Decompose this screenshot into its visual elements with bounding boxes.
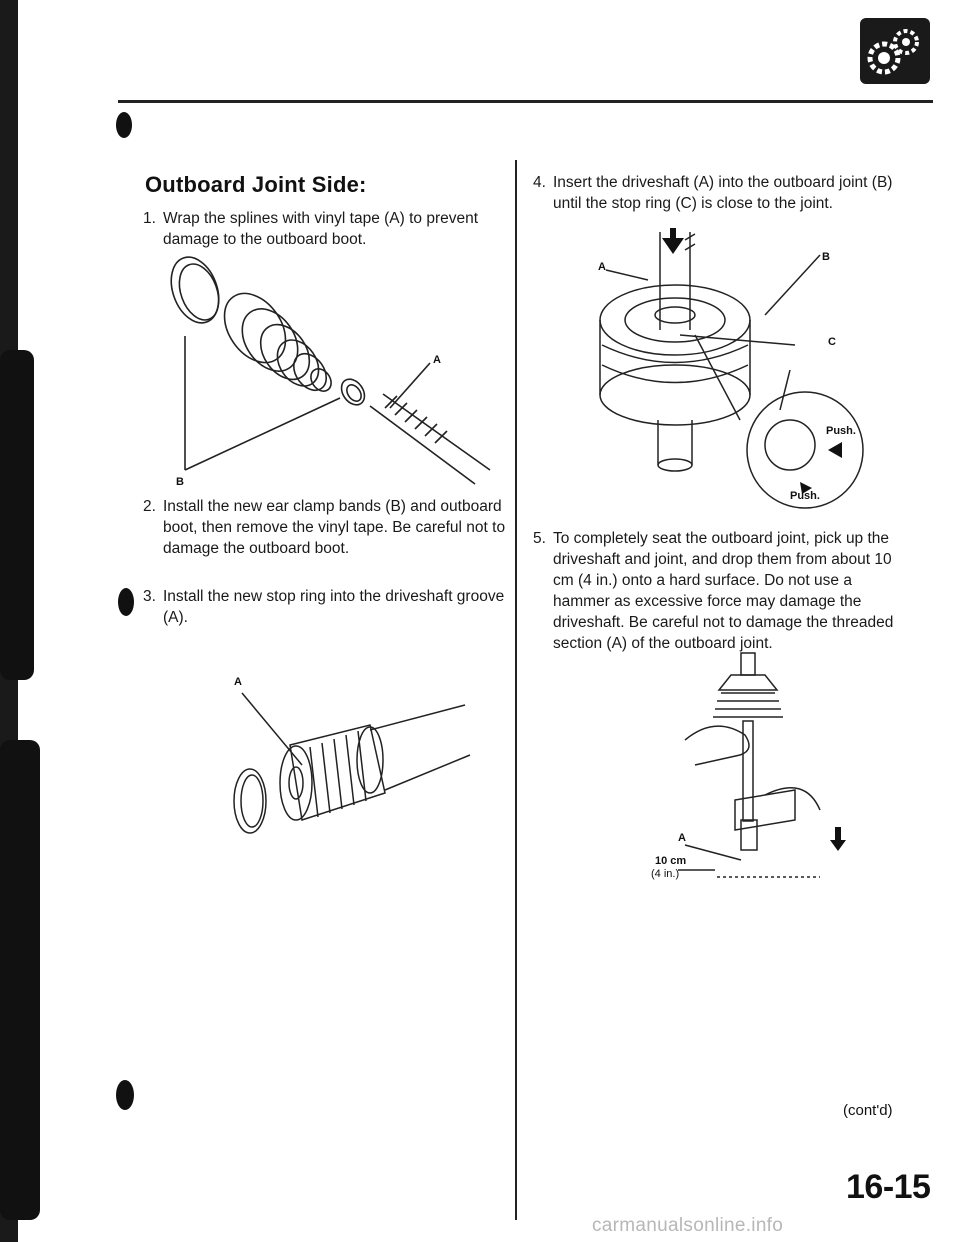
step-line: damage to the outboard boot.	[163, 231, 367, 248]
step-line: Install the new stop ring into the driveshaft groove	[163, 588, 505, 605]
column-divider	[515, 160, 517, 1220]
figure-shaft-insertion	[590, 220, 890, 510]
step-line: cm (4 in.) onto a hard surface. Do not use a	[553, 572, 852, 589]
step-number: 1.	[143, 210, 156, 227]
step-text	[163, 208, 478, 250]
punch-hole-top	[116, 112, 132, 138]
figure-boot-installation	[155, 258, 495, 488]
step-text	[163, 496, 505, 559]
step-line: driveshaft. Be careful not to damage the threaded	[553, 614, 894, 631]
step-line: (A).	[163, 609, 188, 626]
step-line: until the stop ring (C) is close to the joint.	[553, 195, 833, 212]
step-line: Install the new ear clamp bands (B) and outboard	[163, 498, 502, 515]
figure-label: A	[678, 832, 686, 844]
figure-label: C	[828, 336, 836, 348]
step-number: 4.	[533, 174, 546, 191]
step-number: 2.	[143, 498, 156, 515]
continued-note: (cont'd)	[843, 1102, 893, 1119]
step-1	[143, 208, 513, 252]
header-rule	[118, 100, 933, 103]
step-line: hammer as excessive force may damage the	[553, 593, 862, 610]
step-text	[163, 586, 504, 628]
step-number: 5.	[533, 530, 546, 547]
figure-label: A	[433, 354, 441, 366]
step-3	[143, 586, 513, 630]
step-text	[553, 528, 893, 654]
drop-height-cm: 10 cm	[655, 855, 687, 867]
figure-stop-ring	[190, 675, 490, 845]
step-line: To completely seat the outboard joint, pick up the	[553, 530, 890, 547]
figure-label: B	[822, 251, 830, 263]
figure-label: B	[176, 476, 184, 488]
watermark: carmanualsonline.info	[592, 1215, 784, 1236]
drop-height-in: (4 in.)	[651, 868, 680, 880]
binder-tab-upper	[0, 350, 34, 680]
binder-tab-lower	[0, 740, 40, 1220]
push-label: Push.	[826, 425, 856, 437]
step-line: Insert the driveshaft (A) into the outboard joint (B)	[553, 174, 893, 191]
figure-label: A	[234, 676, 242, 688]
step-line: Wrap the splines with vinyl tape (A) to prevent	[163, 210, 479, 227]
punch-hole-middle	[118, 588, 134, 616]
step-line: damage the outboard boot.	[163, 540, 350, 557]
step-5	[533, 528, 933, 658]
step-2	[143, 496, 513, 562]
step-line: boot, then remove the vinyl tape. Be careful not to	[163, 519, 506, 536]
step-text	[553, 172, 892, 214]
step-line: section (A) of the outboard joint.	[553, 635, 773, 652]
page-number: 16-15	[846, 1168, 931, 1206]
figure-drop-seat	[645, 645, 875, 885]
gears-icon	[860, 18, 930, 84]
step-number: 3.	[143, 588, 156, 605]
figure-label: A	[598, 261, 606, 273]
step-4	[533, 172, 933, 216]
section-title: Outboard Joint Side:	[145, 172, 367, 197]
step-line: driveshaft and joint, and drop them from about 10	[553, 551, 892, 568]
push-label: Push.	[790, 490, 820, 502]
punch-hole-bottom	[116, 1080, 134, 1110]
